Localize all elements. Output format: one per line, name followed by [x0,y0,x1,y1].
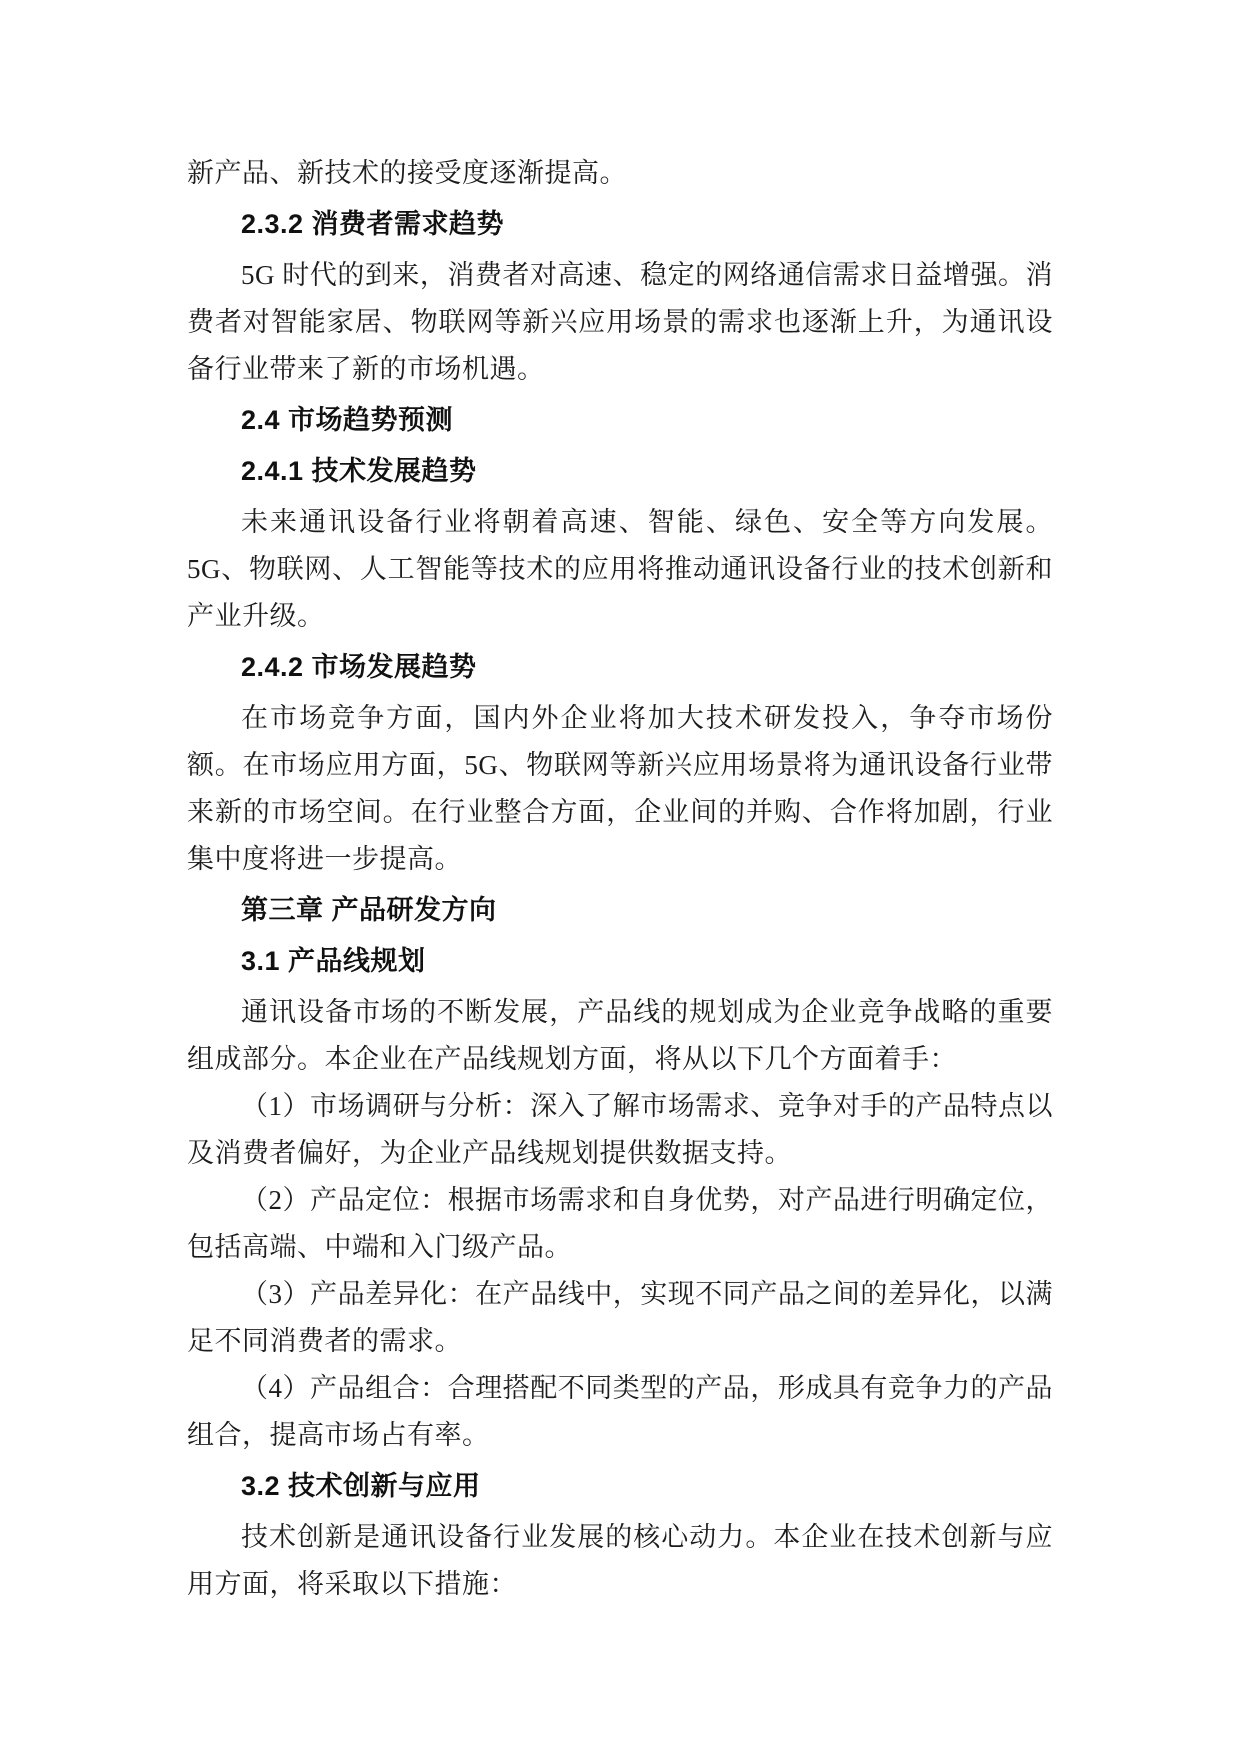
paragraph-technology-innovation-intro: 技术创新是通讯设备行业发展的核心动力。本企业在技术创新与应用方面，将采取以下措施： [187,1522,1053,1599]
heading-3-1-product-line-planning: 3.1 产品线规划 [241,946,426,976]
document-text-area [187,150,1053,1608]
heading-2-3-2-consumer-demand-trends: 2.3.2 消费者需求趋势 [241,209,505,239]
paragraph-item-2-product-positioning: （2）产品定位：根据市场需求和自身优势，对产品进行明确定位，包括高端、中端和入门级产品。 [187,1185,1053,1262]
paragraph-market-competition: 在市场竞争方面，国内外企业将加大技术研发投入，争夺市场份额。在市场应用方面，5G、物联网等新兴应用场景将为通讯设备行业带来新的市场空间。在行业整合方面，企业间的并购、合作将加剧，行业集中度将进一步提高。 [187,703,1053,874]
heading-2-4-2-market-development-trends: 2.4.2 市场发展趋势 [241,652,477,682]
heading-chapter-3-product-rnd-direction: 第三章 产品研发方向 [241,895,497,925]
paragraph-continuation: 新产品、新技术的接受度逐渐提高。 [187,158,627,188]
paragraph-item-3-product-differentiation: （3）产品差异化：在产品线中，实现不同产品之间的差异化，以满足不同消费者的需求。 [187,1279,1053,1356]
paragraph-5g-consumer-demand: 5G 时代的到来，消费者对高速、稳定的网络通信需求日益增强。消费者对智能家居、物联网等新兴应用场景的需求也逐渐上升，为通讯设备行业带来了新的市场机遇。 [187,260,1053,384]
paragraph-product-line-intro: 通讯设备市场的不断发展，产品线的规划成为企业竞争战略的重要组成部分。本企业在产品线规划方面，将从以下几个方面着手： [187,997,1053,1074]
heading-2-4-market-trend-forecast: 2.4 市场趋势预测 [241,405,454,435]
heading-2-4-1-technology-development-trends: 2.4.1 技术发展趋势 [241,456,477,486]
paragraph-item-1-market-research: （1）市场调研与分析：深入了解市场需求、竞争对手的产品特点以及消费者偏好，为企业产品线规划提供数据支持。 [187,1091,1053,1168]
paragraph-item-4-product-portfolio: （4）产品组合：合理搭配不同类型的产品，形成具有竞争力的产品组合，提高市场占有率。 [187,1373,1053,1450]
heading-3-2-technology-innovation-application: 3.2 技术创新与应用 [241,1471,481,1501]
paragraph-future-technology-directions: 未来通讯设备行业将朝着高速、智能、绿色、安全等方向发展。5G、物联网、人工智能等技术的应用将推动通讯设备行业的技术创新和产业升级。 [187,507,1053,631]
